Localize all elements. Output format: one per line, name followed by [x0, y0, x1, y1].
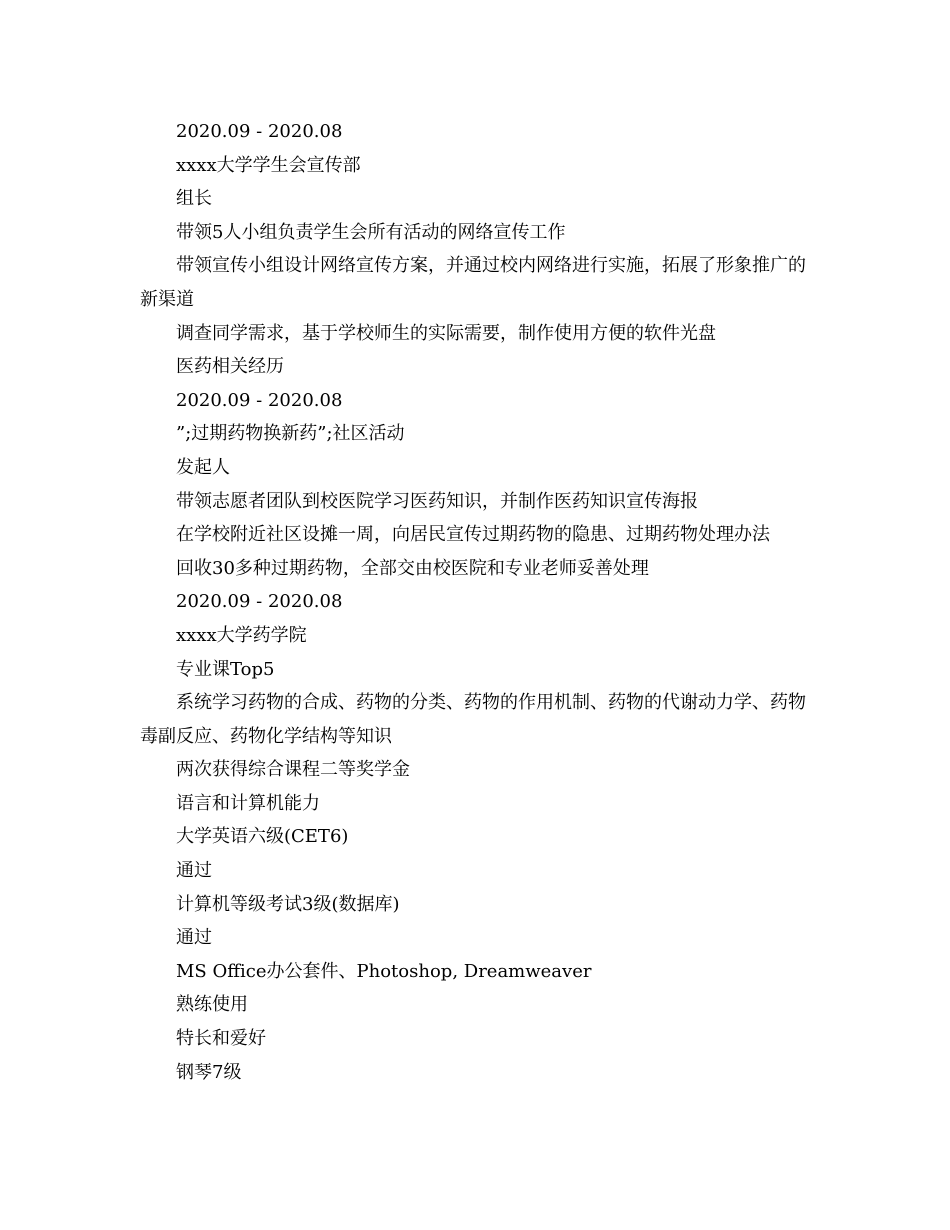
- skill-level: 通过: [176, 927, 212, 949]
- duty-item: 带领5人小组负责学生会所有活动的网络宣传工作: [176, 221, 566, 243]
- duty-item: 带领宣传小组设计网络宣传方案，并通过校内网络进行实施，拓展了形象推广的新渠道: [140, 255, 806, 310]
- activity-name: ”;过期药物换新药”;社区活动: [176, 423, 405, 445]
- duty-item: 带领志愿者团队到校医院学习医药知识，并制作医药知识宣传海报: [176, 490, 698, 512]
- study-item: 系统学习药物的合成、药物的分类、药物的作用机制、药物的代谢动力学、药物毒副反应、药物化学结构等知识: [140, 692, 806, 747]
- role: 组长: [176, 188, 212, 210]
- hobby-item: 钢琴7级: [176, 1061, 242, 1083]
- organization: xxxx大学药学院: [176, 624, 307, 646]
- skill-name: 大学英语六级(CET6): [176, 826, 349, 848]
- date-range: 2020.09 - 2020.08: [176, 389, 343, 411]
- section-heading: 语言和计算机能力: [176, 792, 320, 814]
- duty-item: 回收30多种过期药物，全部交由校医院和专业老师妥善处理: [176, 557, 649, 579]
- skill-name: 计算机等级考试3级(数据库): [176, 893, 400, 915]
- ranking: 专业课Top5: [176, 658, 275, 680]
- duty-item: 调查同学需求，基于学校师生的实际需要，制作使用方便的软件光盘: [176, 322, 716, 344]
- date-range: 2020.09 - 2020.08: [176, 121, 343, 142]
- organization: xxxx大学学生会宣传部: [176, 154, 361, 176]
- skill-level: 通过: [176, 860, 212, 882]
- date-range: 2020.09 - 2020.08: [176, 591, 343, 613]
- duty-item: 在学校附近社区设摊一周，向居民宣传过期药物的隐患、过期药物处理办法: [176, 524, 770, 546]
- role: 发起人: [176, 456, 230, 478]
- skill-name: MS Office办公套件、Photoshop, Dreamweaver: [176, 960, 592, 982]
- section-heading: 医药相关经历: [176, 356, 284, 378]
- section-heading: 特长和爱好: [176, 1028, 266, 1050]
- skill-level: 熟练使用: [176, 994, 248, 1016]
- document-body: [140, 115, 820, 1089]
- award-item: 两次获得综合课程二等奖学金: [176, 759, 410, 781]
